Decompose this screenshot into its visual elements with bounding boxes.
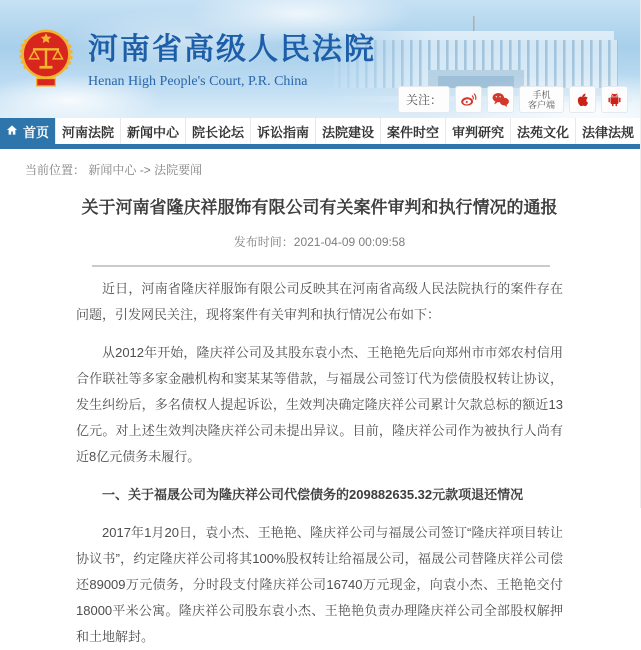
nav-item-courts[interactable]: 河南法院: [56, 118, 121, 144]
mobile-client-button[interactable]: [519, 86, 564, 113]
mobile-client-line1: 手机: [532, 89, 551, 100]
breadcrumb: [0, 149, 640, 178]
article-section-heading: 一、关于福晟公司为隆庆祥公司代偿债务的209882635.32元款项退还情况: [102, 487, 524, 502]
android-icon[interactable]: [601, 86, 628, 113]
nav-item-trial-research[interactable]: 审判研究: [446, 118, 511, 144]
article-paragraph: 从2012年开始，隆庆祥公司及其股东袁小杰、王艳艳先后向郑州市市郊农村信用合作联社等多家金融机构和窦某某等借款，与福晟公司签订代为偿债股权转让协议，发生纠纷后，多名债权人提起诉讼，生效判决确定隆庆祥公司累计欠款总标的额近13亿元。对上述生效判决隆庆祥公司未提出异议。目前，隆庆祥公司作为被执行人尚有近8亿元债务未履行。: [76, 345, 563, 464]
site-title: 河南省高级人民法院: [88, 33, 376, 66]
follow-label: 关注：: [398, 86, 450, 113]
site-subtitle: Henan High People's Court, P.R. China: [88, 74, 308, 89]
publish-date: [76, 233, 563, 250]
nav-item-laws[interactable]: 法律法规: [581, 124, 634, 140]
nav-item-culture[interactable]: 法苑文化: [511, 118, 576, 144]
publish-date-value: 2021-04-09 00:09:58: [293, 235, 406, 249]
breadcrumb-separator: ->: [139, 163, 151, 177]
home-icon: [6, 124, 18, 139]
title-divider: [92, 265, 550, 267]
nav-item-home[interactable]: [0, 118, 56, 144]
mobile-client-line2: 客户端: [527, 99, 555, 110]
publish-date-label: 发布时间：: [233, 235, 294, 249]
breadcrumb-label: 当前位置：: [25, 163, 86, 177]
nav-item-label: 首页: [22, 124, 49, 140]
site-brand: [18, 24, 376, 90]
breadcrumb-link-news-center[interactable]: 新闻中心: [88, 163, 137, 177]
site-titles: [88, 24, 376, 90]
nav-item-news[interactable]: 新闻中心: [121, 118, 186, 144]
article-paragraph: 近日，河南省隆庆祥服饰有限公司反映其在河南省高级人民法院执行的案件存在问题，引发网民关注，现将案件有关审判和执行情况公布如下：: [76, 281, 563, 322]
nav-item-litigation-guide[interactable]: 诉讼指南: [251, 118, 316, 144]
nav-item-court-building[interactable]: 法院建设: [316, 118, 381, 144]
article-title: 关于河南省隆庆祥服饰有限公司有关案件审判和执行情况的通报: [81, 198, 558, 217]
nav-item-cases[interactable]: 案件时空: [381, 118, 446, 144]
breadcrumb-link-court-news[interactable]: 法院要闻: [154, 163, 203, 177]
site-header: [0, 0, 640, 118]
weibo-icon[interactable]: [455, 86, 482, 113]
main-nav: [0, 118, 640, 149]
wechat-icon[interactable]: [487, 86, 514, 113]
article-paragraph: 2017年1月20日，袁小杰、王艳艳、隆庆祥公司与福晟公司签订“隆庆祥项目转让协议书”，约定隆庆祥公司将其100%股权转让给福晟公司，福晟公司替隆庆祥公司偿还89009万元债务，分时段支付隆庆祥公司16740万元现金，向袁小杰、王艳艳交付18000平米公寓。隆庆祥公司股东袁小杰、王艳艳负责办理隆庆祥公司全部股权解押和土地解封。: [76, 525, 563, 644]
social-bar: [398, 86, 628, 113]
court-emblem-logo: [18, 25, 74, 89]
apple-icon[interactable]: [569, 86, 596, 113]
article: [0, 178, 640, 650]
nav-item-forum[interactable]: 院长论坛: [186, 118, 251, 144]
